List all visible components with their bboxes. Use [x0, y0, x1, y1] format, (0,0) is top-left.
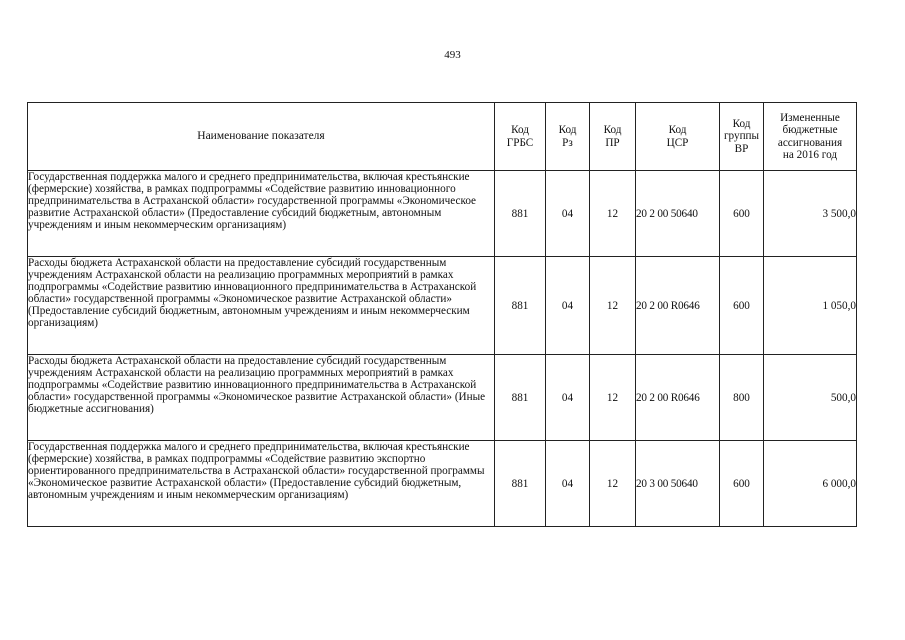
row-vr: 600: [720, 441, 764, 527]
table-row: [28, 355, 857, 441]
row-vr: 600: [720, 257, 764, 355]
header-vr: [720, 103, 764, 171]
header-amount-line4: на 2016 год: [782, 149, 838, 161]
row-pr: 12: [590, 257, 636, 355]
row-pr: 12: [590, 355, 636, 441]
row-grbs: 881: [495, 171, 546, 257]
row-amount: 3 500,0: [764, 171, 857, 257]
row-vr: 800: [720, 355, 764, 441]
budget-table: [27, 102, 857, 527]
row-csr: 20 2 00 R0646: [636, 257, 720, 355]
row-grbs: 881: [495, 257, 546, 355]
row-rz: 04: [546, 171, 590, 257]
row-rz: 04: [546, 441, 590, 527]
row-vr: 600: [720, 171, 764, 257]
row-pr: 12: [590, 441, 636, 527]
header-pr-line2: ПР: [605, 136, 620, 149]
table-row: [28, 171, 857, 257]
header-rz-line2: Рз: [562, 136, 573, 149]
header-rz: [546, 103, 590, 171]
row-csr: 20 2 00 R0646: [636, 355, 720, 441]
row-grbs: 881: [495, 355, 546, 441]
header-name: Наименование показателя: [28, 103, 495, 171]
header-grbs-line2: ГРБС: [506, 136, 534, 149]
header-pr: [590, 103, 636, 171]
header-amount-line3: ассигнования: [777, 136, 843, 149]
header-grbs: [495, 103, 546, 171]
header-pr-line1: Код: [603, 124, 622, 136]
header-amount-line1: Измененные: [780, 111, 840, 124]
header-grbs-line1: Код: [511, 124, 529, 136]
header-csr-line2: ЦСР: [666, 136, 689, 149]
row-pr: 12: [590, 171, 636, 257]
row-amount: 500,0: [764, 355, 857, 441]
row-name: Государственная поддержка малого и среднего предпринимательства, включая крестьянские (фермерские) хозяйства, в рамках подпрограммы «Содействие развитию экспортно ориентированного предпринимательства в Астраханской области» государственной программы «Экономическое развитие Астраханской области» (Предоставление субсидий бюджетным, автономным учреждениям и иным некоммерческим организациям): [28, 441, 495, 527]
header-row: [28, 103, 857, 171]
row-amount: 1 050,0: [764, 257, 857, 355]
row-rz: 04: [546, 355, 590, 441]
row-csr: 20 2 00 50640: [636, 171, 720, 257]
header-vr-line1: Код: [732, 117, 751, 130]
table-row: [28, 257, 857, 355]
header-vr-line3: ВР: [734, 142, 749, 155]
row-name: Государственная поддержка малого и среднего предпринимательства, включая крестьянские (фермерские) хозяйства, в рамках подпрограммы «Содействие развитию инновационного предпринимательства в Астраханской области» государственной программы «Экономическое развитие Астраханской области» (Предоставление субсидий бюджетным, автономным учреждениям и иным некоммерческим организациям): [28, 171, 495, 257]
header-amount: [764, 103, 857, 171]
row-name: Расходы бюджета Астраханской области на предоставление субсидий государственным учреждениям Астраханской области на реализацию программных мероприятий в рамках подпрограммы «Содействие развитию инновационного предпринимательства в Астраханской области» государственной программы «Экономическое развитие Астраханской области» (Иные бюджетные ассигнования): [28, 355, 495, 441]
row-name: Расходы бюджета Астраханской области на предоставление субсидий государственным учреждениям Астраханской области на реализацию программных мероприятий в рамках подпрограммы «Содействие развитию инновационного предпринимательства в Астраханской области» государственной программы «Экономическое развитие Астраханской области» (Предоставление субсидий бюджетным, автономным учреждениям и иным некоммерческим организациям): [28, 257, 495, 355]
row-grbs: 881: [495, 441, 546, 527]
page-number: 493: [444, 49, 461, 61]
header-rz-line1: Код: [558, 124, 577, 136]
header-csr: [636, 103, 720, 171]
row-csr: 20 3 00 50640: [636, 441, 720, 527]
header-vr-line2: группы: [723, 130, 760, 143]
row-amount: 6 000,0: [764, 441, 857, 527]
row-rz: 04: [546, 257, 590, 355]
header-csr-line1: Код: [668, 124, 687, 136]
header-amount-line2: бюджетные: [782, 124, 838, 136]
table-row: [28, 441, 857, 527]
